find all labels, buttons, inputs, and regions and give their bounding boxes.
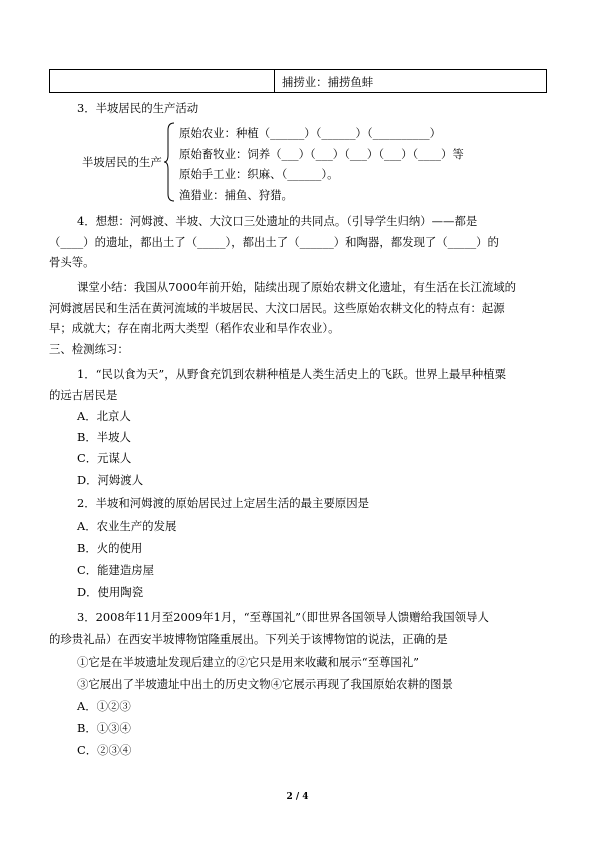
q3-option-c: C．②③④: [77, 743, 132, 757]
q1-option-c: C．元谋人: [77, 451, 132, 465]
summary-line1: 课堂小结：我国从7000年前开始，陆续出现了原始农耕文化遗址，有生活在长江流域的: [77, 280, 517, 294]
summary-line3: 早；成就大；存在南北两大类型（稻作农业和旱作农业）。: [49, 321, 340, 335]
q3-line1: 3．2008年11月至2009年1月，“至尊国礼”（即世界各国领导人馈赠给我国领导人: [77, 610, 489, 624]
q3-option-a: A．①②③: [77, 699, 131, 713]
exercise-heading: 三、检测练习：: [49, 342, 129, 356]
section4-line2: （____）的遗址，都出土了（_____），都出土了（______）和陶器，都发现了（_____）的: [49, 235, 499, 249]
q3-statement2: ③它展出了半坡遗址中出土的历史文物④它展示再现了我国原始农耕的图景: [77, 677, 453, 691]
section4-line3: 骨头等。: [49, 255, 95, 269]
section3-heading: 3．半坡居民的生产活动: [77, 101, 199, 115]
handicraft-line: 原始手工业：织麻、（______）。: [179, 167, 339, 181]
q1-option-b: B．半坡人: [77, 430, 131, 444]
q2-stem: 2．半坡和河姆渡的原始居民过上定居生活的最主要原因是: [77, 496, 370, 510]
q2-option-c: C．能建造房屋: [77, 563, 155, 577]
q2-option-b: B．火的使用: [77, 541, 143, 555]
q2-option-d: D．使用陶瓷: [77, 585, 144, 599]
top-table: [49, 69, 547, 93]
husbandry-line: 原始畜牧业：饲养（___）（___）（___）（___）（____）等: [179, 147, 464, 161]
q3-line2: 的珍贵礼品）在西安半坡博物馆隆重展出。下列关于该博物馆的说法，正确的是: [49, 632, 448, 646]
q1-option-d: D．河姆渡人: [77, 473, 144, 487]
agriculture-line: 原始农业：种植（______）（______）（__________）: [179, 126, 441, 140]
q1-line2: 的远古居民是: [49, 388, 118, 402]
q3-option-b: B．①③④: [77, 721, 131, 735]
q1-line1: 1．“民以食为天”，从野食充饥到农耕种植是人类生活史上的飞跃。世界上最早种植粟: [77, 367, 506, 381]
q1-option-a: A．北京人: [77, 409, 131, 423]
section3-label: 半坡居民的生产: [82, 155, 162, 169]
q3-statement1: ①它是在半坡遗址发现后建立的②它只是用来收藏和展示“至尊国礼”: [77, 655, 419, 669]
table-column-divider: [274, 70, 275, 92]
section4-line1: 4．想想：河姆渡、半坡、大汶口三处遗址的共同点。（引导学生归纳）——都是: [77, 214, 478, 228]
table-cell-fishing: 捕捞业：捕捞鱼蚌: [282, 75, 374, 89]
fishing-hunting-line: 渔猎业：捕鱼、狩猎。: [179, 188, 293, 202]
curly-brace-icon: [163, 122, 175, 202]
page-number: 2 / 4: [286, 792, 309, 802]
summary-line2: 河姆渡居民和生活在黄河流域的半坡居民、大汶口居民。这些原始农耕文化的特点有：起源: [49, 301, 505, 315]
q2-option-a: A．农业生产的发展: [77, 519, 177, 533]
